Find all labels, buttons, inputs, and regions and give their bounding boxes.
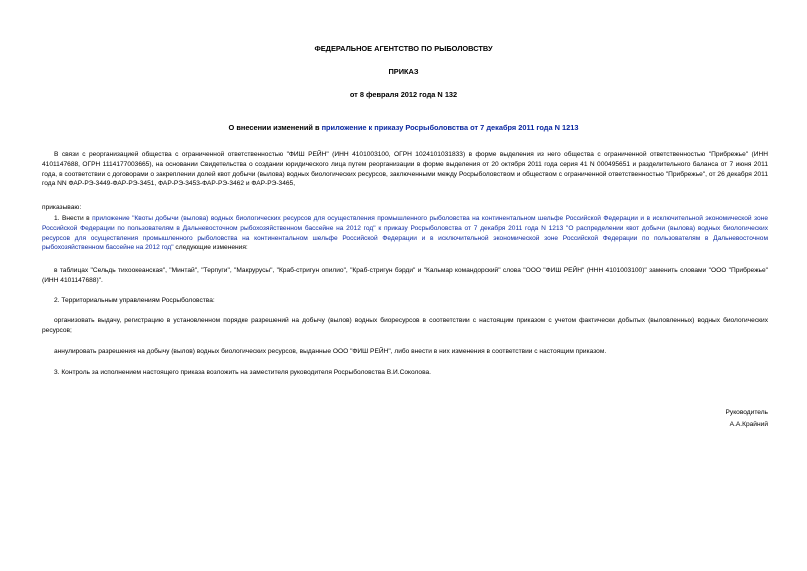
- item-1-detail: в таблицах "Сельдь тихоокеанская", "Минтай", "Терпуги", "Макрурусы", "Краб-стригун опилио", "Краб-стригун бэрди" и "Кальмар командорский" слова "ООО "ФИШ РЕЙН" (ННН 4101003100)" заменить словами "ООО "Прибрежье" (ИНН 4101147688)".: [42, 267, 768, 284]
- item-1-suffix: следующие изменения:: [173, 244, 248, 252]
- signature-position: Руководитель: [725, 409, 768, 416]
- item-1-paragraph: [42, 214, 768, 253]
- agency-heading: ФЕДЕРАЛЬНОЕ АГЕНТСТВО ПО РЫБОЛОВСТВУ: [314, 44, 493, 53]
- title-link[interactable]: приложение к приказу Росрыболовства от 7 декабря 2011 года N 1213: [321, 123, 579, 132]
- item-2-paragraph: 2. Территориальным управлениям Росрыболовства:: [54, 297, 215, 304]
- doc-type-heading: ПРИКАЗ: [388, 67, 419, 76]
- document-title: [0, 123, 807, 133]
- signature-name: А.А.Крайний: [729, 421, 768, 428]
- date-line: от 8 февраля 2012 года N 132: [349, 90, 458, 99]
- title-prefix: О внесении изменений в: [228, 123, 322, 132]
- item-2-b-paragraph: аннулировать разрешения на добычу (вылов) водных биологических ресурсов, выданные ООО "ФИШ РЕЙН", либо внести в них изменения в соответствии с настоящим приказом.: [54, 348, 607, 355]
- item-2-a-paragraph: организовать выдачу, регистрацию в установленном порядке разрешений на добычу (вылов) водных биоресурсов в соответствии с настоящим приказом с учетом фактически добытых (выловленных) водных биологических ресурсов;: [42, 317, 768, 334]
- preamble-paragraph: В связи с реорганизацией общества с ограниченной ответственностью "ФИШ РЕЙН" (ИНН 4101003100, ОГРН 1024101031833) в форме выделения из него общества с ограниченной ответственностью "Прибрежье" (ИНН 4101147688, ОГРН 1114177003665), на основании Свидетельства о создании юридического лица путем реорганизации в форме выделения от 20 октября 2011 года серия 41 N 000495651 и разделительного баланса от 7 июня 2011 года, в соответствии с договорами о закреплении долей квот добычи (вылова) водных биологических ресурсов, заключенными между Росрыболовством и обществом с ограниченной ответственностью "Прибрежье", от 26 декабря 2011 года NN ФАР-РЭ-3449-ФАР-РЭ-3451, ФАР-РЭ-3453-ФАР-РЭ-3462 и ФАР-РЭ-3465,: [42, 151, 768, 188]
- item-1-prefix: 1. Внести в: [54, 215, 93, 222]
- order-word: приказываю:: [42, 204, 82, 211]
- item-3-paragraph: 3. Контроль за исполнением настоящего приказа возложить на заместителя руководителя Росрыболовства В.И.Соколова.: [54, 369, 431, 376]
- item-1-link[interactable]: приложение "Квоты добычи (вылова) водных биологических ресурсов для осуществления промышленного рыболовства на континентальном шельфе Российской Федерации и в исключительной экономической зоне Российской Федерации по пользователям в Дальневосточном рыбохозяйственном бассейне на 2012 год" к приказу Росрыболовства от 7 декабря 2011 года N 1213 "О распределении квот добычи (вылова) водных биологических ресурсов для осуществления промышленного рыболовства на континентальном шельфе Российской Федерации и в исключительной экономической зоне Российской Федерации по пользователям в Дальневосточном рыбохозяйственном бассейне на 2012 год": [42, 215, 768, 252]
